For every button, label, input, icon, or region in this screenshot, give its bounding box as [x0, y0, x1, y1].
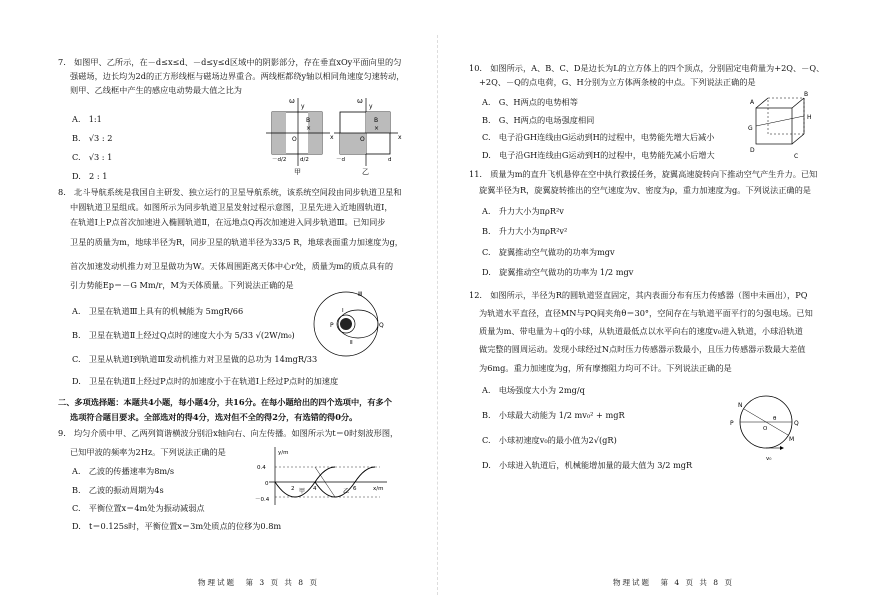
q9-line-1: 9. 均匀介质中甲、乙两列简谐横波分别沿x轴向右、向左传播。如图所示为t＝0时刻波形图，: [58, 428, 399, 438]
q9-option-b: B. 乙波的振动周期为4s: [72, 485, 164, 495]
label-jia: 甲: [299, 488, 306, 495]
edge-tl: [756, 98, 768, 108]
q9-option-d: D. t＝0.125s时，平衡位置x＝3m处质点的位移为0.8m: [72, 521, 282, 531]
tick-neg-0-4: －0.4: [255, 497, 270, 503]
b-label: B: [374, 117, 379, 124]
q12-circle-figure: [726, 388, 806, 464]
label-m: M: [789, 436, 795, 443]
caption: 乙: [362, 168, 369, 176]
earth: [340, 318, 352, 330]
label-c: C: [794, 153, 799, 160]
edge-br: [792, 134, 804, 144]
q12-option-a: A. 电场强度大小为 2mg/q: [482, 385, 585, 395]
y-axis-label: y/m: [278, 450, 289, 456]
omega-label: ω: [357, 97, 363, 105]
q10-option-d: D. 电子沿GH连线由G运动到H的过程中，电势能先减小后增大: [482, 150, 715, 160]
q10-line-2: +2Q、－Q的点电荷，G、H分别为立方体两条棱的中点。下列说法正确的是: [479, 77, 756, 87]
q9-line-2: 已知甲波的频率为2Hz。下列说法正确的是: [70, 447, 226, 457]
q12-option-b: B. 小球最大动能为 1/2 mv₀² + mgR: [482, 410, 625, 420]
label-q: Q: [379, 322, 384, 329]
q11-option-b: B. 升力大小为πρR²v²: [482, 226, 568, 236]
cube-front: [756, 108, 792, 144]
right-page: [440, 0, 870, 615]
label-a: A: [750, 99, 755, 106]
label-d: D: [750, 147, 755, 154]
label-p: P: [330, 322, 334, 329]
y-label: y: [369, 103, 373, 110]
q10-option-c: C. 电子沿GH连线由G运动到H的过程中，电势能先增大后减小: [482, 132, 715, 142]
edge-tr: [792, 98, 804, 108]
q7-figure-jia: [262, 94, 340, 176]
label-q: Q: [794, 420, 799, 427]
label-theta: θ: [773, 416, 777, 422]
x-label: x: [398, 134, 402, 141]
cross-mark: ×: [306, 125, 312, 132]
origin-label: O: [360, 136, 365, 143]
tick-0: 0: [265, 481, 269, 487]
label-p: P: [730, 420, 734, 427]
label-o: O: [763, 426, 768, 432]
q10-option-a: A. G、H两点的电势相等: [482, 97, 578, 107]
tick-neg: －d/2: [272, 157, 287, 163]
q7-line-3: 则甲、乙线框中产生的感应电动势最大值之比为: [70, 85, 242, 95]
section-2-header-line-1: 二、多项选择题：本题共4小题，每小题4分，共16分。在每小题给出的四个选项中，有多个: [58, 397, 392, 407]
q11-line-1: 11. 质量为m的直升飞机悬停在空中执行救援任务，旋翼高速旋转向下推动空气产生升力。已知: [469, 169, 818, 179]
cube-back: [768, 98, 804, 134]
q7-option-b: B. √3 : 2: [72, 133, 113, 143]
q8-orbit-figure: [300, 284, 392, 366]
label-ii: Ⅱ: [350, 340, 353, 346]
tick-6: 6: [353, 486, 357, 492]
label-h: H: [807, 114, 812, 121]
q8-line-5: 首次加速发动机推力对卫星做功为W。天体周围距离天体中心r处，质量为m的质点具有的: [70, 261, 394, 271]
q11-line-2: 旋翼半径为R，旋翼旋转推出的空气速度为v、密度为ρ，重力加速度为g。下列说法正确的是: [479, 185, 811, 195]
tick-neg: －d: [336, 157, 345, 163]
q8-option-b: B. 卫星在轨道Ⅱ上经过Q点时的速度大小为 5/33 √(2W/m₀): [72, 330, 295, 340]
q11-option-a: A. 升力大小为πρR²v: [482, 206, 564, 216]
q7-option-a: A. 1:1: [72, 114, 102, 124]
q12-line-2: 为轨道水平直径，直径MN与PQ间夹角θ＝30°，空间存在与轨道平面平行的匀强电场。已知: [479, 308, 813, 318]
q8-line-2: 中圆轨道卫星组成。如图所示为同步轨道卫星发射过程示意图，卫星先进入近地圆轨道Ⅰ，: [70, 202, 393, 212]
section-2-header-line-2: 选项符合题目要求。全部选对的得4分，选对但不全的得2分，有选错的得0分。: [70, 412, 358, 422]
x-axis-label: x/m: [373, 486, 384, 492]
q8-option-a: A. 卫星在轨道Ⅲ上具有的机械能为 5mgR/66: [72, 306, 244, 316]
q10-line-1: 10. 如图所示，A、B、C、D是边长为L的立方体上的四个顶点，分别固定电荷量为+2Q、－Q、: [469, 63, 825, 73]
q11-option-d: D. 旋翼推动空气做功的功率为 1/2 mgv: [482, 267, 634, 277]
label-v0: v₀: [766, 456, 772, 462]
q7-option-c: C. √3 : 1: [72, 152, 113, 162]
omega-label: ω: [289, 97, 295, 105]
q12-option-d: D. 小球进入轨道后，机械能增加量的最大值为 3/2 mgR: [482, 460, 693, 470]
q8-option-c: C. 卫星从轨道Ⅰ到轨道Ⅲ发动机推力对卫星做的总功为 14mgR/33: [72, 354, 318, 364]
label-iii: Ⅲ: [358, 291, 363, 298]
q7-line-2: 强磁场，边长均为2d的正方形线框与磁场边界重合。两线框都绕y轴以相同角速度匀速转动，: [70, 71, 405, 81]
q9-wave-figure: [255, 445, 395, 510]
label-g: G: [748, 125, 753, 132]
q8-option-d: D. 卫星在轨道Ⅱ上经过P点时的加速度小于在轨道Ⅰ上经过P点时的加速度: [72, 376, 339, 386]
q12-option-c: C. 小球初速度v₀的最小值为2√(gR): [482, 435, 617, 445]
q7-line-1: 7. 如图甲、乙所示，在－d≤x≤d、－d≤y≤d区域中的阴影部分，存在垂直xOy平面向里的匀: [58, 57, 402, 67]
q12-line-1: 12. 如图所示，半径为R的圆轨道竖直固定，其内表面分布有压力传感器（图中未画出），PQ: [469, 290, 808, 300]
q12-line-5: 为6mg。重力加速度为g，所有摩擦阻力均可不计。下列说法正确的是: [479, 363, 732, 373]
q8-line-1: 8. 北斗导航系统是我国自主研发、独立运行的卫星导航系统，该系统空间段由同步轨道卫星和: [58, 187, 402, 197]
caption: 甲: [294, 168, 301, 176]
q10-option-b: B. G、H两点的电场强度相同: [482, 115, 595, 125]
y-label: y: [301, 103, 305, 110]
tick-4: 4: [313, 486, 317, 492]
q8-line-3: 在轨道Ⅰ上P点首次加速进入椭圆轨道Ⅱ，在远地点Q再次加速进入同步轨道Ⅲ。已知同步: [70, 217, 386, 227]
page-footer-right: 物理试题 第 4 页 共 8 页: [613, 578, 734, 587]
cross-mark: ×: [374, 125, 380, 132]
tick-pos: d: [388, 157, 392, 163]
q12-line-4: 做完整的圆周运动。发现小球经过N点时压力传感器示数最小，且压力传感器示数最大差值: [479, 344, 806, 354]
velocity-arrowhead: [780, 446, 784, 450]
tick-2: 2: [291, 486, 295, 492]
origin-label: O: [292, 136, 297, 143]
tick-0-4: 0.4: [257, 465, 266, 471]
q10-cube-figure: [746, 90, 816, 162]
b-label: B: [306, 117, 311, 124]
label-n: N: [738, 402, 743, 409]
label-b: B: [804, 91, 809, 98]
q9-option-c: C. 平衡位置x＝4m处为振动减弱点: [72, 503, 205, 513]
q11-option-c: C. 旋翼推动空气做功的功率为mgv: [482, 247, 615, 257]
q9-option-a: A. 乙波的传播速率为8m/s: [72, 466, 175, 476]
label-i: Ⅰ: [342, 308, 344, 314]
x-label: x: [330, 134, 334, 141]
q8-line-6: 引力势能Ep＝－G Mm/r，M为天体质量。下列说法正确的是: [70, 280, 294, 290]
q8-line-4: 卫星的质量为m，地球半径为R，同步卫星的轨道半径为33/5 R，地球表面重力加速度为g，: [70, 237, 403, 247]
page-footer-left: 物理试题 第 3 页 共 8 页: [198, 578, 319, 587]
line-gh: [756, 116, 804, 126]
q7-option-d: D. 2 : 1: [72, 171, 108, 181]
q7-figure-yi: [330, 94, 408, 176]
tick-pos: d/2: [300, 157, 309, 163]
label-yi: 乙: [343, 488, 350, 495]
q12-line-3: 质量为m、带电量为＋q的小球，从轨道最低点以水平向右的速度v₀进入轨道，小球沿轨道: [479, 326, 803, 336]
